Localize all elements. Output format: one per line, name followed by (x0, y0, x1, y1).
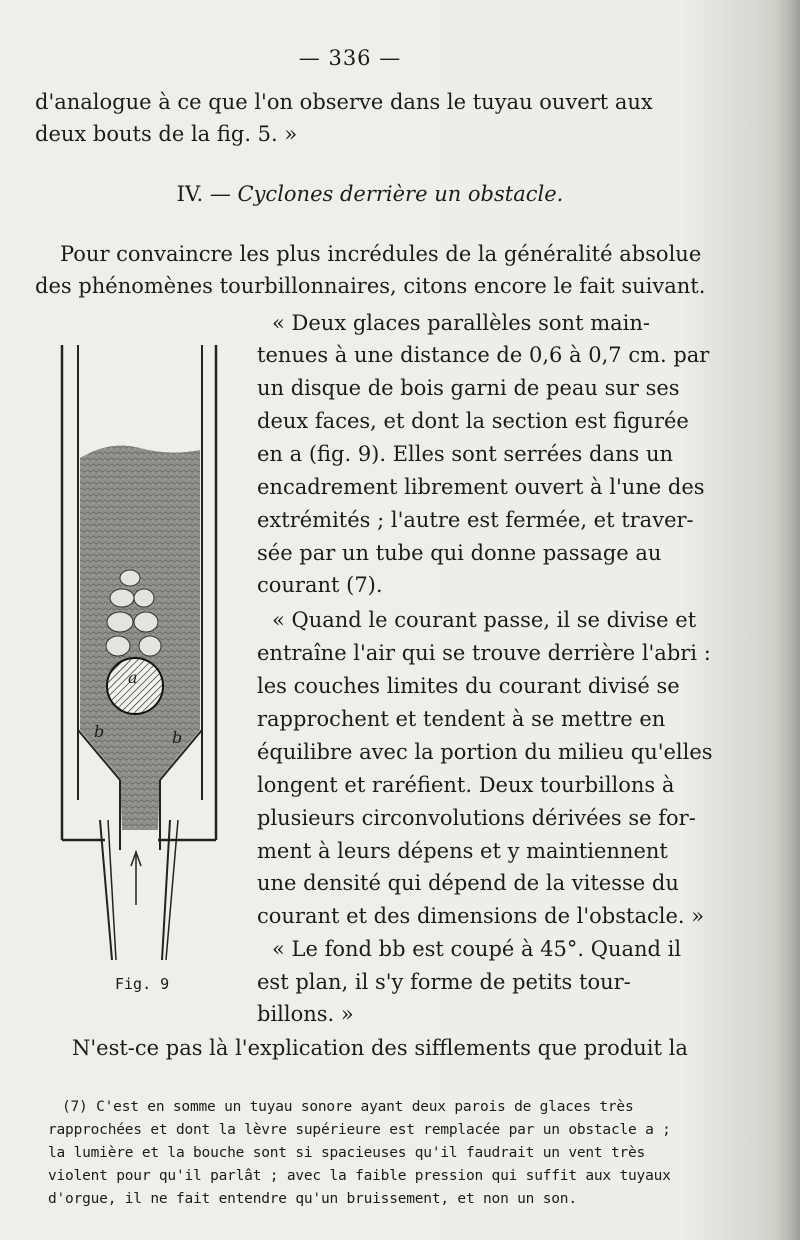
text-line: encadrement librement ouvert à l'une des (257, 475, 705, 499)
text-line: courant (7). (257, 573, 383, 597)
footnote-line: rapprochées et dont la lèvre supérieure est remplacée par un obstacle a ; (48, 1122, 671, 1138)
text-line: des phénomènes tourbillonnaires, citons encore le fait suivant. (35, 274, 706, 298)
text-line: courant et des dimensions de l'obstacle. » (257, 904, 705, 928)
text-line: deux bouts de la fig. 5. » (35, 122, 298, 146)
page-gutter-shadow (774, 0, 800, 1240)
footnote-line: violent pour qu'il parlât ; avec la faible pression qui suffit aux tuyaux (48, 1168, 671, 1184)
section-numeral: IV. — (176, 182, 238, 206)
text-line: en a (fig. 9). Elles sont serrées dans un (257, 442, 674, 466)
text-line: tenues à une distance de 0,6 à 0,7 cm. par (257, 343, 710, 367)
figure-9-diagram (50, 330, 240, 980)
text-line: d'analogue à ce que l'on observe dans le tuyau ouvert aux (35, 90, 653, 114)
text-line: sée par un tube qui donne passage au (257, 541, 662, 565)
text-line: ment à leurs dépens et y maintiennent (257, 839, 668, 863)
text-line: un disque de bois garni de peau sur ses (257, 376, 680, 400)
text-line: les couches limites du courant divisé se (257, 674, 680, 698)
text-line: N'est-ce pas là l'explication des sifflements que produit la (72, 1036, 688, 1060)
text-line: deux faces, et dont la section est figurée (257, 409, 689, 433)
footnote-line: (7) C'est en somme un tuyau sonore ayant deux parois de glaces très (62, 1099, 634, 1115)
text-line: entraîne l'air qui se trouve derrière l'abri : (257, 641, 711, 665)
text-line: longent et raréfient. Deux tourbillons à (257, 773, 675, 797)
text-line: rapprochent et tendent à se mettre en (257, 707, 666, 731)
text-line: est plan, il s'y forme de petits tour- (257, 970, 631, 994)
text-line: Pour convaincre les plus incrédules de la généralité absolue (60, 242, 702, 266)
text-line: plusieurs circonvolutions dérivées se for- (257, 806, 696, 830)
text-line: billons. » (257, 1002, 354, 1026)
figure-caption: Fig. 9 (115, 975, 170, 993)
figure-label-b-right: b (172, 728, 183, 747)
text-line: une densité qui dépend de la vitesse du (257, 871, 679, 895)
section-heading (0, 182, 740, 206)
page-number: — 336 — (298, 46, 402, 70)
text-line: « Le fond bb est coupé à 45°. Quand il (272, 937, 682, 961)
figure-label-b-left: b (94, 722, 105, 741)
text-line: « Quand le courant passe, il se divise et (272, 608, 697, 632)
text-line: équilibre avec la portion du milieu qu'elles (257, 740, 713, 764)
figure-label-a: a (128, 668, 138, 687)
footnote-line: la lumière et la bouche sont si spacieuses qu'il faudrait un vent très (48, 1145, 646, 1161)
text-line: extrémités ; l'autre est fermée, et traver- (257, 508, 694, 532)
footnote-line: d'orgue, il ne fait entendre qu'un bruissement, et non un son. (48, 1191, 577, 1207)
text-line: « Deux glaces parallèles sont main- (272, 311, 650, 335)
section-title: Cyclones derrière un obstacle. (237, 182, 564, 206)
